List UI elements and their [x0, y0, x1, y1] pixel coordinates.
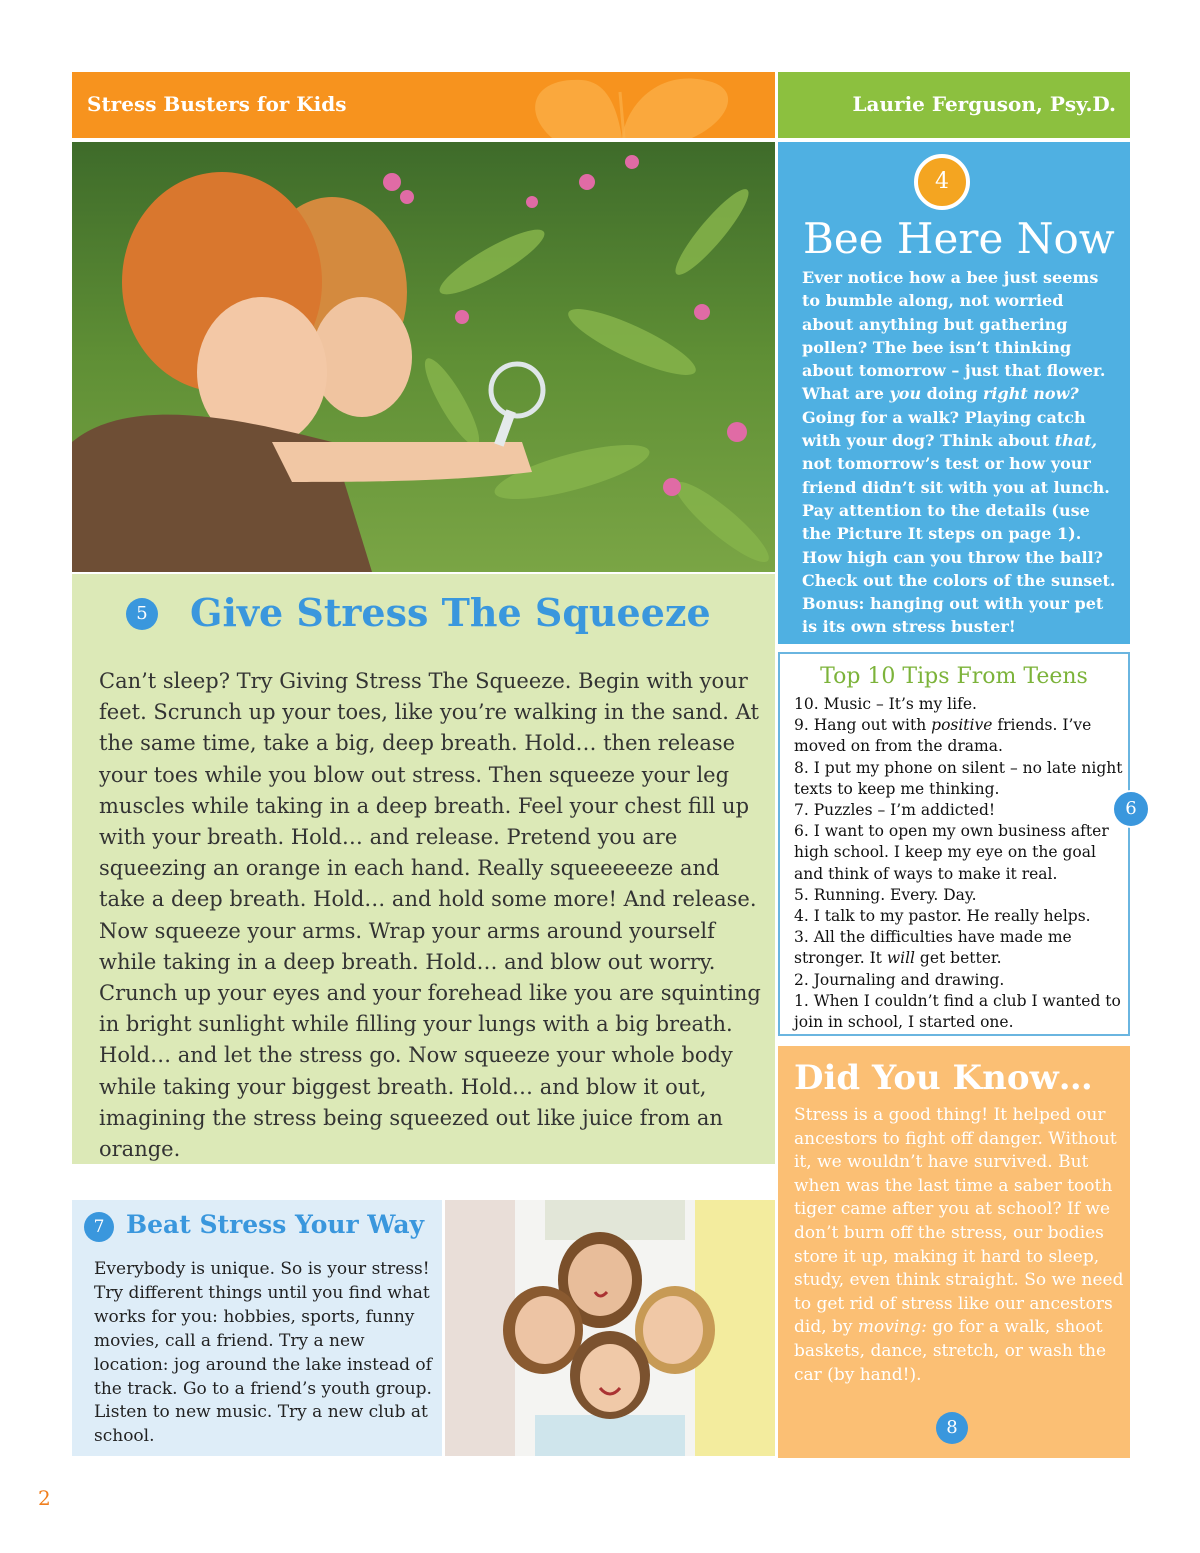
did-you-know-body: Stress is a good thing! It helped our ancestors to fight off danger. Without it, we wouldn’t have survived. But when was the last time a saber tooth tiger came after you at school? If we don’t burn off the stress, our bodies store it up, making it hard to sleep, study, even think straight. So we need to get rid of stress like our ancestors did, by moving: go for a walk, shoot baskets, dance, stretch, or wash the car (by hand!).: [794, 1105, 1124, 1385]
did-you-know-box: [778, 1046, 1130, 1458]
did-you-know-title: Did You Know…: [794, 1058, 1093, 1098]
newsletter-title: Stress Busters for Kids: [87, 92, 347, 116]
bee-here-now-body: Ever notice how a bee just seems to bumble along, not worried about anything but gathering pollen? The bee isn’t thinking about tomorrow – just that flower. What are you doing right now? Going for a walk? Playing catch with your dog? Think about that, not tomorrow’s test or how your friend didn’t sit with you at lunch. Pay attention to the details (use the Picture It steps on page 1). How high can you throw the ball? Check out the colors of the sunset. Bonus: hanging out with your pet is its own stress buster!: [802, 268, 1116, 637]
section-number-badge: 6: [1112, 790, 1150, 828]
tips-list: [794, 694, 1124, 1033]
header-right-bar: [778, 72, 1130, 138]
section-number-badge: 4: [914, 154, 970, 210]
kids-magnifying-glass-photo: [72, 142, 775, 572]
tip-item: 10. Music – It’s my life.: [794, 695, 977, 713]
tip-item: 9. Hang out with positive friends. I’ve moved on from the drama.: [794, 716, 1092, 756]
squeeze-title: Give Stress The Squeeze: [190, 590, 711, 635]
page-number: 2: [38, 1486, 51, 1510]
beat-stress-body: Everybody is unique. So is your stress! Try different things until you find what works for you: hobbies, sports, funny movies, call a friend. Try a new location: jog around the lake instead of the track. Go to a friend’s youth group. Listen to new music. Try a new club at school.: [94, 1259, 432, 1447]
tip-item: 8. I put my phone on silent – no late night texts to keep me thinking.: [794, 758, 1123, 798]
header-left-bar: [72, 72, 775, 138]
section-number-badge: 8: [936, 1412, 968, 1444]
tip-item: 6. I want to open my own business after high school. I keep my eye on the goal and think of ways to make it real.: [794, 822, 1109, 883]
butterfly-decoration-icon: [512, 72, 752, 138]
bee-here-now-title: Bee Here Now: [803, 214, 1115, 263]
beat-stress-title: Beat Stress Your Way: [126, 1210, 425, 1239]
top-tips-box: [778, 652, 1137, 1036]
tip-item: 1. When I couldn’t find a club I wanted to join in school, I started one.: [794, 991, 1121, 1032]
tips-title: Top 10 Tips From Teens: [820, 664, 1088, 689]
tip-item: 2. Journaling and drawing.: [794, 970, 1005, 989]
bee-here-now-box: [778, 142, 1130, 644]
section-number-badge: 5: [126, 598, 158, 630]
beat-stress-your-way-box: [72, 1200, 442, 1456]
section-number-badge: 7: [84, 1212, 114, 1242]
tip-item: 5. Running. Every. Day.: [794, 885, 977, 904]
give-stress-the-squeeze-box: [72, 574, 775, 1164]
group-of-kids-photo: [445, 1200, 775, 1456]
author-name: Laurie Ferguson, Psy.D.: [852, 92, 1116, 116]
squeeze-body: Can’t sleep? Try Giving Stress The Squeeze. Begin with your feet. Scrunch up your toes, like you’re walking in the sand. At the same time, take a big, deep breath. Hold… then release your toes while you blow out stress. Then squeeze your leg muscles while taking in a deep breath. Feel your chest fill up with your breath. Hold… and release. Pretend you are squeezing an orange in each hand. Really squeeeeeze and take a deep breath. Hold… and hold some more! And release. Now squeeze your arms. Wrap your arms around yourself while taking in a deep breath. Hold… and blow out worry. Crunch up your eyes and your forehead like you are squinting in bright sunlight while filling your lungs with a big breath. Hold… and let the stress go. Now squeeze your whole body while taking your biggest breath. Hold… and blow it out, imagining the stress being squeezed out like juice from an orange.: [99, 669, 761, 1162]
tip-item: 3. All the difficulties have made me stronger. It will get better.: [794, 928, 1072, 968]
tip-item: 4. I talk to my pastor. He really helps.: [794, 907, 1091, 926]
tip-item: 7. Puzzles – I’m addicted!: [794, 801, 996, 820]
